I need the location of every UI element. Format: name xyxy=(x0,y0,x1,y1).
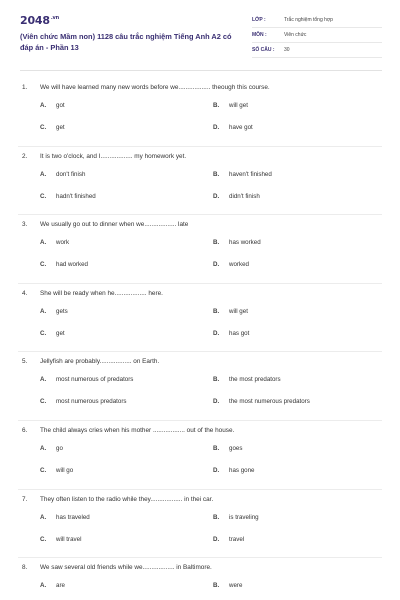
meta-value: Viên chức xyxy=(284,32,307,38)
option-b[interactable] xyxy=(213,582,242,589)
option-a[interactable] xyxy=(40,445,63,452)
question-item xyxy=(18,215,382,284)
page-header xyxy=(0,0,400,70)
option-text: haven't finished xyxy=(229,170,272,178)
question-number: 6. xyxy=(22,426,28,434)
option-letter: A. xyxy=(40,239,47,247)
option-b[interactable] xyxy=(213,239,261,246)
option-a[interactable] xyxy=(40,239,69,246)
question-number: 8. xyxy=(22,564,28,572)
option-letter: D. xyxy=(213,535,220,543)
option-letter: B. xyxy=(213,239,220,247)
question-item xyxy=(18,284,382,353)
question-stem xyxy=(22,496,213,503)
question-text: The child always cries when his mother .................. out of the house. xyxy=(40,426,235,434)
option-letter: C. xyxy=(40,329,47,337)
question-stem xyxy=(22,84,270,91)
option-c[interactable] xyxy=(40,261,88,268)
meta-subject-row xyxy=(252,28,382,43)
question-text: She will be ready when he.................. here. xyxy=(40,289,163,297)
option-text: will travel xyxy=(56,535,82,543)
meta-value: Trắc nghiệm tổng hợp xyxy=(284,17,333,23)
option-c[interactable] xyxy=(40,536,81,543)
question-item xyxy=(18,421,382,490)
option-text: are xyxy=(56,582,65,590)
option-letter: C. xyxy=(40,535,47,543)
option-text: got xyxy=(56,102,65,109)
option-letter: D. xyxy=(213,466,220,474)
option-text: didn't finish xyxy=(229,192,260,200)
option-b[interactable] xyxy=(213,102,248,109)
option-d[interactable] xyxy=(213,261,249,268)
option-letter: A. xyxy=(40,513,47,521)
option-letter: D. xyxy=(213,192,220,200)
question-item xyxy=(18,558,382,600)
option-text: work xyxy=(56,239,70,247)
option-c[interactable] xyxy=(40,124,65,131)
option-text: were xyxy=(229,582,243,590)
option-letter: C. xyxy=(40,124,47,131)
option-c[interactable] xyxy=(40,193,96,200)
option-text: the most predators xyxy=(229,376,281,384)
question-text: Jellyfish are probably.................. on Earth. xyxy=(40,358,160,366)
option-b[interactable] xyxy=(213,445,242,452)
option-d[interactable] xyxy=(213,467,254,474)
option-d[interactable] xyxy=(213,124,253,131)
option-letter: A. xyxy=(40,102,47,109)
meta-key: MÔN : xyxy=(252,32,267,38)
meta-value: 30 xyxy=(284,47,290,53)
option-text: will go xyxy=(56,466,74,474)
question-item xyxy=(18,78,382,147)
question-stem xyxy=(22,221,188,228)
option-text: get xyxy=(56,124,65,131)
option-c[interactable] xyxy=(40,330,65,337)
question-item xyxy=(18,352,382,421)
option-letter: A. xyxy=(40,376,47,384)
question-text: They often listen to the radio while they.................. in thei car. xyxy=(40,495,214,503)
option-letter: A. xyxy=(40,170,47,178)
option-text: don't finish xyxy=(56,170,86,178)
option-text: had worked xyxy=(56,261,88,269)
option-a[interactable] xyxy=(40,376,133,383)
option-a[interactable] xyxy=(40,308,68,315)
option-text: is traveling xyxy=(229,513,259,521)
document-meta xyxy=(252,13,382,58)
option-letter: D. xyxy=(213,261,220,269)
question-stem xyxy=(22,290,163,297)
option-text: the most numerous predators xyxy=(229,398,310,406)
option-text: get xyxy=(56,329,65,337)
question-number: 3. xyxy=(22,221,28,229)
question-stem xyxy=(22,427,234,434)
option-text: most numerous predators xyxy=(56,398,127,406)
option-letter: B. xyxy=(213,307,220,315)
option-a[interactable] xyxy=(40,171,85,178)
site-logo[interactable] xyxy=(20,14,59,27)
option-letter: A. xyxy=(40,307,47,315)
option-text: go xyxy=(56,444,63,452)
question-item xyxy=(18,490,382,559)
question-number: 4. xyxy=(22,289,28,297)
option-text: will get xyxy=(229,102,248,109)
option-letter: C. xyxy=(40,192,47,200)
option-text: most numerous of predators xyxy=(56,376,134,384)
option-d[interactable] xyxy=(213,536,244,543)
question-text: We usually go out to dinner when we.................. late xyxy=(40,221,189,229)
question-item xyxy=(18,147,382,216)
question-stem xyxy=(22,358,159,365)
meta-count-row xyxy=(252,43,382,58)
option-text: has worked xyxy=(229,239,261,247)
option-text: has got xyxy=(229,329,250,337)
question-number: 7. xyxy=(22,495,28,503)
option-text: goes xyxy=(229,444,243,452)
question-number: 1. xyxy=(22,84,28,91)
option-letter: D. xyxy=(213,398,220,406)
option-a[interactable] xyxy=(40,514,90,521)
option-text: will get xyxy=(229,307,248,315)
question-number: 5. xyxy=(22,358,28,366)
option-text: hadn't finished xyxy=(56,192,96,200)
option-letter: B. xyxy=(213,376,220,384)
option-b[interactable] xyxy=(213,514,259,521)
logo-text: 2048 xyxy=(20,14,50,27)
option-letter: B. xyxy=(213,513,220,521)
question-stem xyxy=(22,153,186,160)
question-text: It is two o'clock, and I.................. my homework yet. xyxy=(40,152,187,160)
option-d[interactable] xyxy=(213,398,310,405)
option-text: gets xyxy=(56,307,68,315)
option-letter: A. xyxy=(40,444,47,452)
option-c[interactable] xyxy=(40,398,127,405)
option-text: have got xyxy=(229,124,253,131)
option-letter: C. xyxy=(40,261,47,269)
option-a[interactable] xyxy=(40,582,65,589)
option-text: worked xyxy=(229,261,249,269)
option-text: has gone xyxy=(229,466,255,474)
option-text: has traveled xyxy=(56,513,90,521)
logo-suffix: .vn xyxy=(50,15,59,22)
option-b[interactable] xyxy=(213,308,248,315)
header-divider xyxy=(20,70,382,71)
option-letter: A. xyxy=(40,582,47,590)
option-c[interactable] xyxy=(40,467,73,474)
meta-key: SỐ CÂU : xyxy=(252,47,275,53)
option-letter: D. xyxy=(213,124,220,131)
option-letter: B. xyxy=(213,102,220,109)
document-title: (Viên chức Mầm non) 1128 câu trắc nghiệm Tiếng Anh A2 có đáp án - Phần 13 xyxy=(20,32,232,52)
option-letter: B. xyxy=(213,444,220,452)
question-stem xyxy=(22,564,212,571)
option-b[interactable] xyxy=(213,171,272,178)
option-letter: C. xyxy=(40,466,47,474)
question-text: We will have learned many new words before we.................. theough this course. xyxy=(40,84,270,91)
question-number: 2. xyxy=(22,152,28,160)
option-d[interactable] xyxy=(213,193,260,200)
question-text: We saw several old friends while we.................. in Baltimore. xyxy=(40,564,212,572)
option-text: travel xyxy=(229,535,245,543)
option-letter: D. xyxy=(213,329,220,337)
option-letter: B. xyxy=(213,582,220,590)
meta-class-row xyxy=(252,13,382,28)
option-letter: C. xyxy=(40,398,47,406)
option-b[interactable] xyxy=(213,376,281,383)
question-list xyxy=(0,78,400,600)
meta-key: LỚP : xyxy=(252,17,266,23)
option-a[interactable] xyxy=(40,102,65,109)
option-letter: B. xyxy=(213,170,220,178)
option-d[interactable] xyxy=(213,330,249,337)
